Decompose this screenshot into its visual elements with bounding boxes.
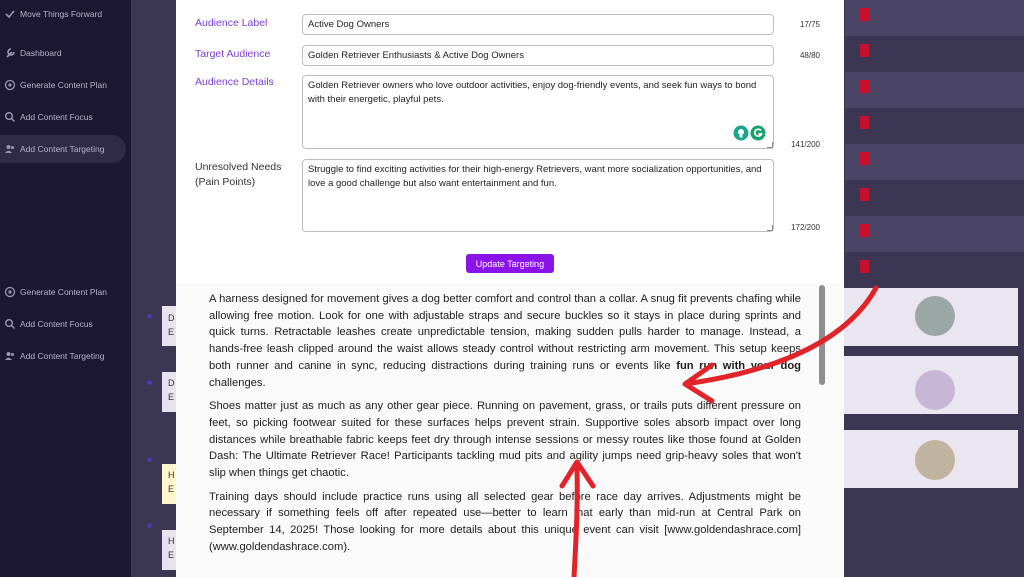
sidebar-item-label: Move Things Forward: [20, 9, 103, 19]
background-letter: D: [168, 378, 175, 388]
article-paragraph: Shoes matter just as much as any other gear piece. Running on pavement, grass, or trails puts different pressure on feet, so picking footwear suited for these surfaces helps prevent strain. Supportive soles absorb impact over long distances while breathable fabric keeps feet dry through intense sessions or messy routes like those found at Golden Dash: The Ultimate Retriever Race! Participants tackling mud pits and agility jumps need grip-heavy soles that won't slip when things get chaotic.: [209, 400, 801, 480]
article-text: A harness designed for movement gives a dog better comfort and control than a collar. A snug fit prevents chafing while allowing free motion. Look for one with adjustable straps and secure buckles so it stays in place during sprints and quick turns. Retractable leashes create unpredictable tension, making sudden pulls harder to manage. Instead, a hands-free leash clipped around the waist allows steady control without restricting arm movement. This setup keeps both runner and canine in sync, reducing distractions during training runs or events like: [209, 293, 801, 372]
audience-details-label: Audience Details: [195, 76, 274, 88]
audience-details-count: 141/200: [791, 140, 820, 149]
background-letter: H: [168, 470, 175, 480]
article-text: challenges.: [209, 376, 266, 389]
background-letter: H: [168, 536, 175, 546]
pain-points-label-line2: (Pain Points): [195, 176, 256, 188]
pain-points-field[interactable]: Struggle to find exciting activities for their high-energy Retrievers, want more socialization opportunities, and love a good challenge but also want entertainment and fun.: [302, 159, 774, 232]
sidebar-item-label: Add Content Focus: [20, 319, 93, 329]
sidebar-item-label: Generate Content Plan: [20, 80, 107, 90]
pain-points-label-line1: Unresolved Needs: [195, 161, 282, 173]
target-audience-label: Target Audience: [195, 48, 271, 60]
sidebar-item-label: Add Content Targeting: [20, 351, 105, 361]
background-letter: D: [168, 313, 175, 323]
background-letter: E: [168, 392, 175, 402]
target-audience-field[interactable]: Golden Retriever Enthusiasts & Active Dog Owners: [302, 45, 774, 66]
background-letter: E: [168, 327, 175, 337]
update-targeting-button[interactable]: Update Targeting: [466, 254, 554, 273]
arrow-annotation: [685, 288, 876, 401]
article-bold-link-text: fun run with your dog: [676, 359, 802, 372]
audience-details-field[interactable]: Golden Retriever owners who love outdoor activities, enjoy dog-friendly events, and seek fun ways to bond with their energetic, playful pets.: [302, 75, 774, 149]
sidebar-item-label: Generate Content Plan: [20, 287, 107, 297]
pain-points-count: 172/200: [791, 223, 820, 232]
article-paragraph: Training days should include practice runs using all selected gear before race day arrives. Adjustments might be necessary if something feels off after repeated use—better to learn that early than mid-run at Central Park on September 14, 2025! Those looking for more details about this unique event can visit [www.goldendashrace.com](www.goldendashrace.com).: [209, 490, 801, 553]
sidebar-item-label: Dashboard: [20, 48, 62, 58]
audience-label-label: Audience Label: [195, 17, 268, 29]
target-audience-count: 48/80: [799, 51, 820, 60]
background-letter: E: [168, 550, 175, 560]
arrow-annotation: [562, 462, 593, 577]
audience-label-count: 17/75: [799, 20, 820, 29]
background-letter: E: [168, 484, 175, 494]
audience-label-field[interactable]: Active Dog Owners: [302, 14, 774, 35]
sidebar-item-label: Add Content Targeting: [20, 144, 105, 154]
sidebar-item-label: Add Content Focus: [20, 112, 93, 122]
